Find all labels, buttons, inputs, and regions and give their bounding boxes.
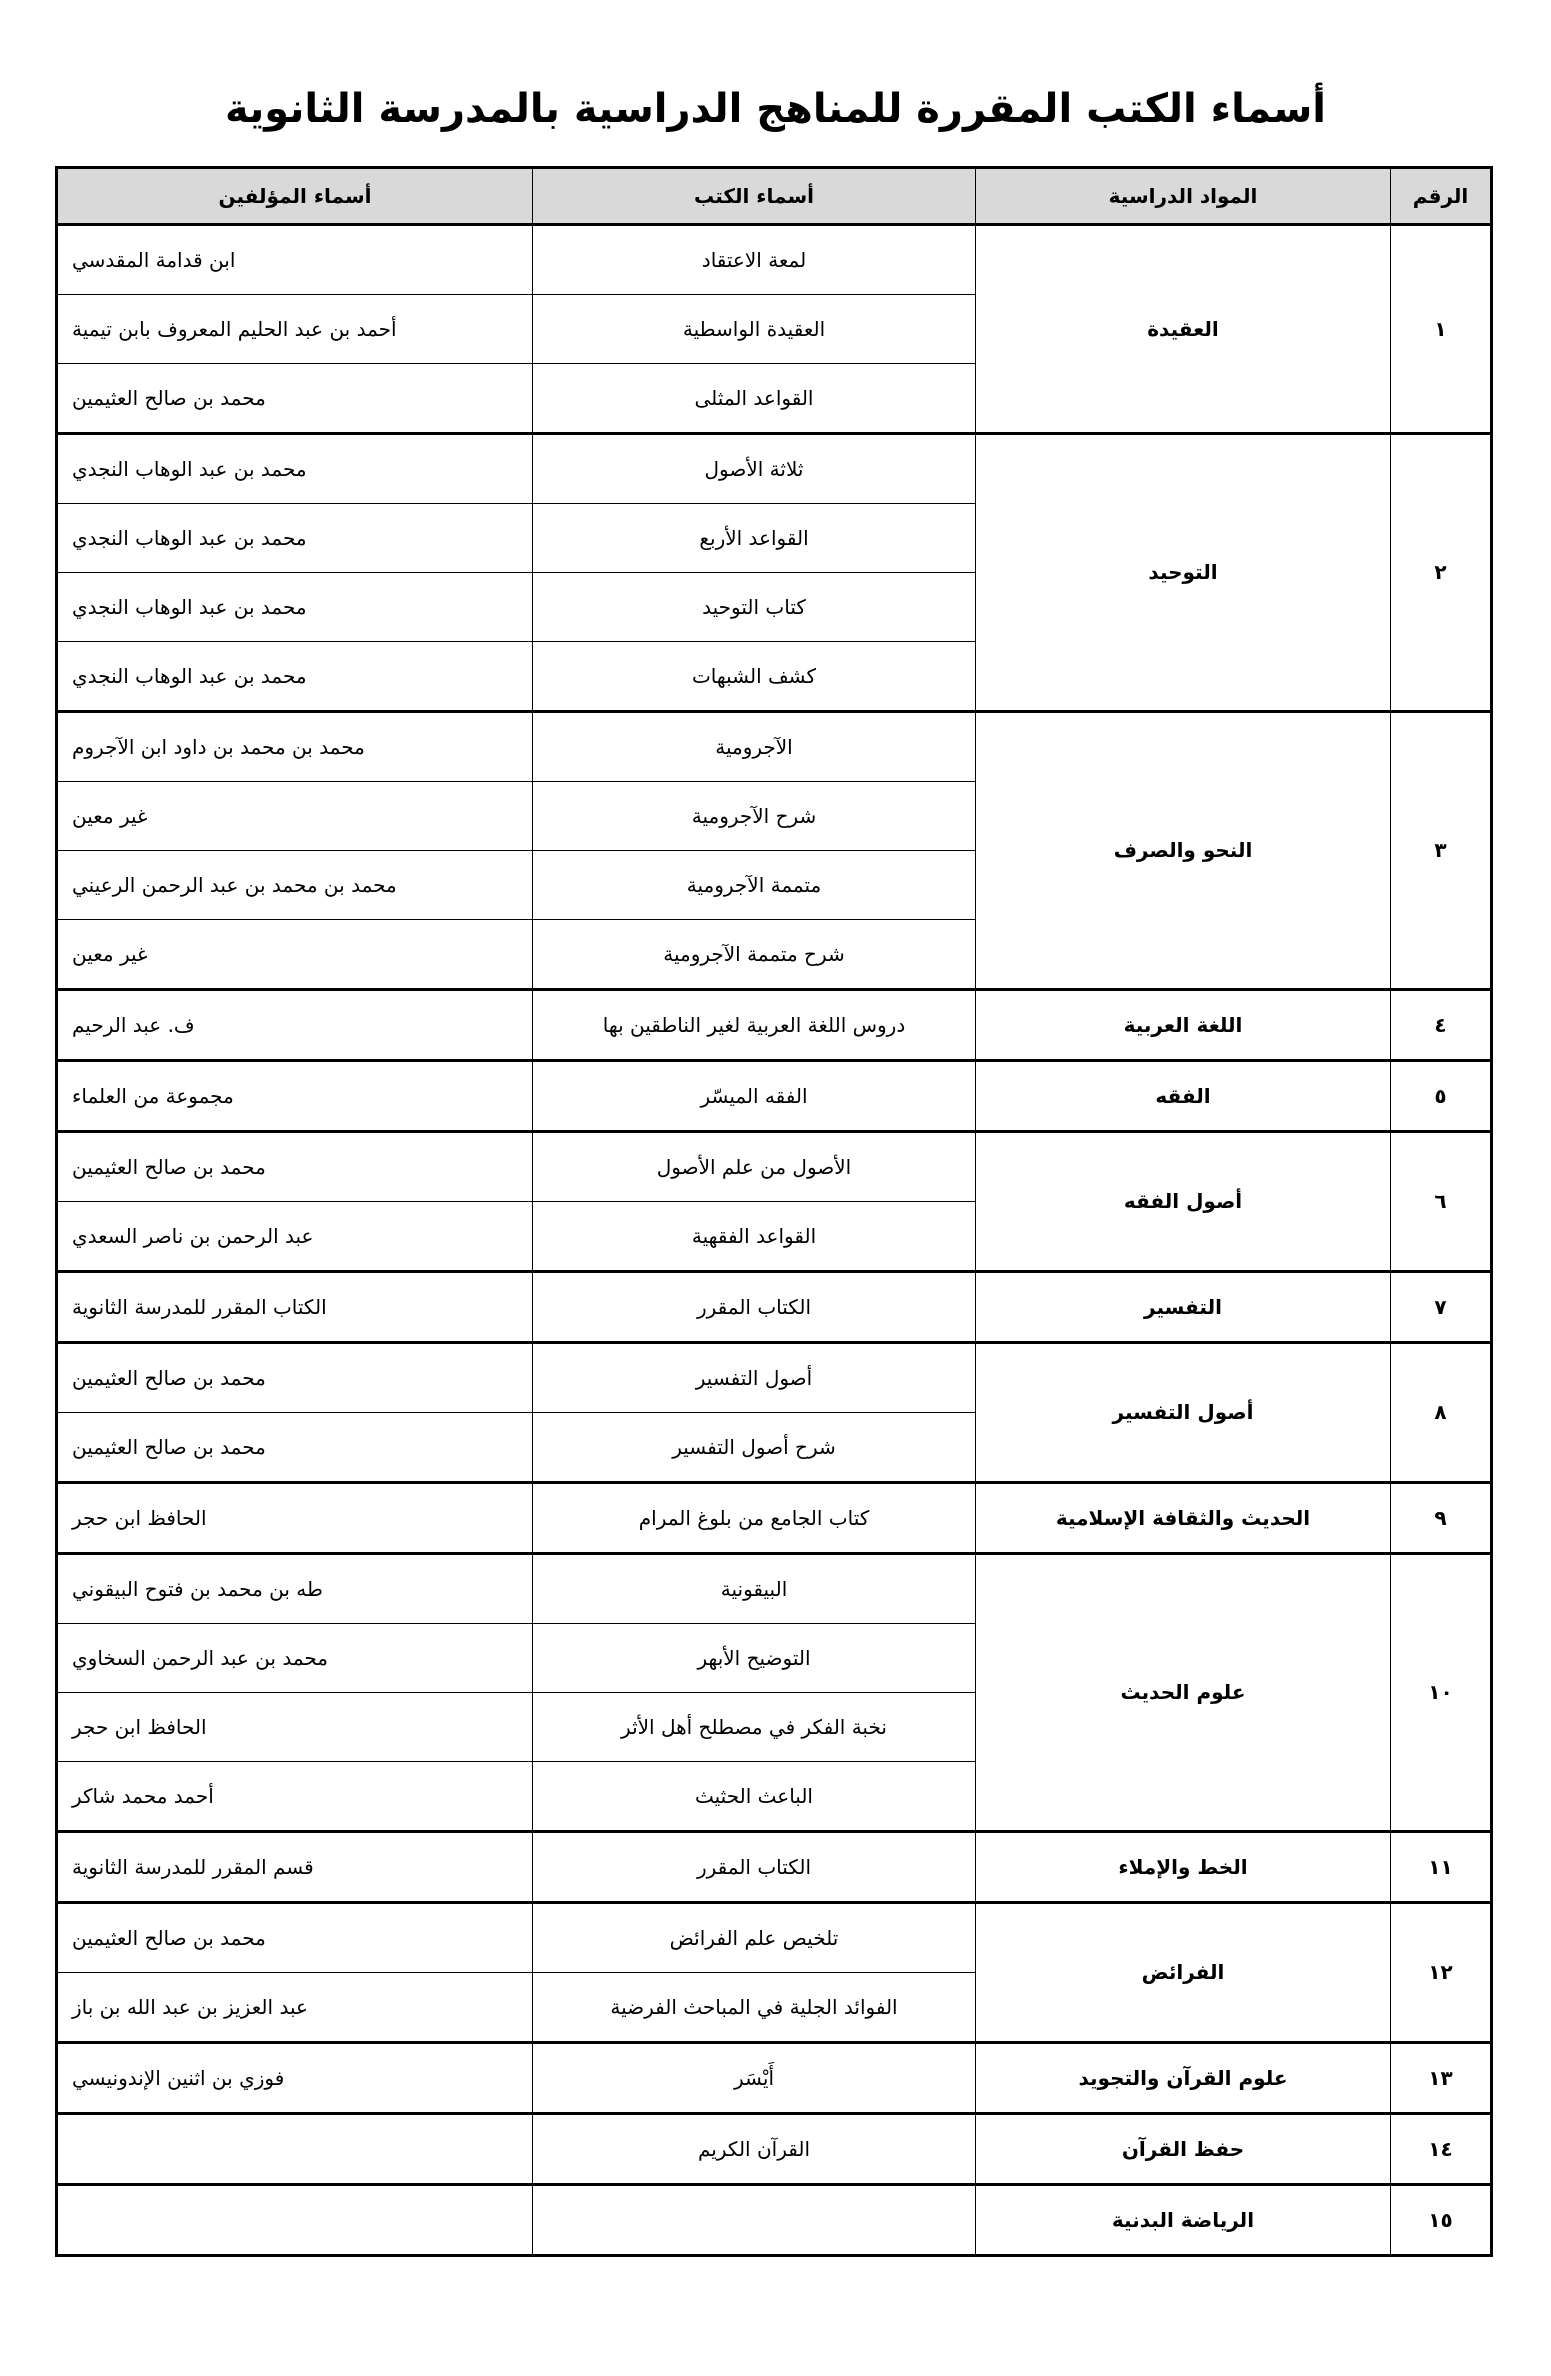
- subject-cell: الحديث والثقافة الإسلامية: [976, 1483, 1391, 1554]
- table-row: [57, 1554, 1492, 1624]
- author-name-cell: فوزي بن اثنين الإندونيسي: [57, 2043, 533, 2114]
- subject-cell: النحو والصرف: [976, 712, 1391, 990]
- author-name-cell: محمد بن صالح العثيمين: [57, 1132, 533, 1202]
- table-header: [57, 168, 1492, 225]
- book-name-cell: الأصول من علم الأصول: [533, 1132, 976, 1202]
- book-name-cell: الكتاب المقرر: [533, 1832, 976, 1903]
- author-name-cell: الحافظ ابن حجر: [57, 1693, 533, 1762]
- book-name-cell: كتاب الجامع من بلوغ المرام: [533, 1483, 976, 1554]
- table-row: [57, 1061, 1492, 1132]
- author-name-cell: الحافظ ابن حجر: [57, 1483, 533, 1554]
- row-number-cell: ١: [1391, 225, 1492, 434]
- author-name-cell: محمد بن عبد الوهاب النجدي: [57, 573, 533, 642]
- subject-cell: علوم الحديث: [976, 1554, 1391, 1832]
- row-number-cell: ١٥: [1391, 2185, 1492, 2256]
- book-name-cell: الفوائد الجلية في المباحث الفرضية: [533, 1973, 976, 2043]
- table-row: [57, 2114, 1492, 2185]
- author-name-cell: محمد بن محمد بن داود ابن الآجروم: [57, 712, 533, 782]
- book-name-cell: كشف الشبهات: [533, 642, 976, 712]
- subject-cell: التفسير: [976, 1272, 1391, 1343]
- row-number-cell: ١١: [1391, 1832, 1492, 1903]
- column-header-book: أسماء الكتب: [533, 168, 976, 225]
- author-name-cell: محمد بن صالح العثيمين: [57, 1413, 533, 1483]
- row-number-cell: ٧: [1391, 1272, 1492, 1343]
- row-number-cell: ١٣: [1391, 2043, 1492, 2114]
- author-name-cell: عبد الرحمن بن ناصر السعدي: [57, 1202, 533, 1272]
- row-number-cell: ٥: [1391, 1061, 1492, 1132]
- subject-cell: الفقه: [976, 1061, 1391, 1132]
- table-row: [57, 1903, 1492, 1973]
- author-name-cell: قسم المقرر للمدرسة الثانوية: [57, 1832, 533, 1903]
- book-name-cell: القرآن الكريم: [533, 2114, 976, 2185]
- table-row: [57, 1483, 1492, 1554]
- curriculum-books-table: [55, 166, 1493, 2257]
- book-name-cell: الكتاب المقرر: [533, 1272, 976, 1343]
- author-name-cell: ابن قدامة المقدسي: [57, 225, 533, 295]
- author-name-cell: الكتاب المقرر للمدرسة الثانوية: [57, 1272, 533, 1343]
- author-name-cell: أحمد بن عبد الحليم المعروف بابن تيمية: [57, 295, 533, 364]
- subject-cell: التوحيد: [976, 434, 1391, 712]
- book-name-cell: البيقونية: [533, 1554, 976, 1624]
- subject-cell: حفظ القرآن: [976, 2114, 1391, 2185]
- row-number-cell: ٢: [1391, 434, 1492, 712]
- row-number-cell: ١٢: [1391, 1903, 1492, 2043]
- author-name-cell: محمد بن صالح العثيمين: [57, 1903, 533, 1973]
- book-name-cell: العقيدة الواسطية: [533, 295, 976, 364]
- author-name-cell: [57, 2114, 533, 2185]
- book-name-cell: نخبة الفكر في مصطلح أهل الأثر: [533, 1693, 976, 1762]
- author-name-cell: ف. عبد الرحيم: [57, 990, 533, 1061]
- book-name-cell: الآجرومية: [533, 712, 976, 782]
- author-name-cell: طه بن محمد بن فتوح البيقوني: [57, 1554, 533, 1624]
- author-name-cell: غير معين: [57, 782, 533, 851]
- row-number-cell: ٦: [1391, 1132, 1492, 1272]
- table-row: [57, 2043, 1492, 2114]
- table-header-row: [57, 168, 1492, 225]
- table-body: [57, 225, 1492, 2256]
- subject-cell: الرياضة البدنية: [976, 2185, 1391, 2256]
- row-number-cell: ١٠: [1391, 1554, 1492, 1832]
- row-number-cell: ٣: [1391, 712, 1492, 990]
- book-name-cell: لمعة الاعتقاد: [533, 225, 976, 295]
- author-name-cell: محمد بن محمد بن عبد الرحمن الرعيني: [57, 851, 533, 920]
- table-row: [57, 1832, 1492, 1903]
- table-row: [57, 712, 1492, 782]
- book-name-cell: القواعد الفقهية: [533, 1202, 976, 1272]
- subject-cell: علوم القرآن والتجويد: [976, 2043, 1391, 2114]
- subject-cell: أصول التفسير: [976, 1343, 1391, 1483]
- book-name-cell: القواعد المثلى: [533, 364, 976, 434]
- table-row: [57, 1272, 1492, 1343]
- author-name-cell: محمد بن صالح العثيمين: [57, 1343, 533, 1413]
- table-container: [58, 132, 1493, 2257]
- author-name-cell: أحمد محمد شاكر: [57, 1762, 533, 1832]
- author-name-cell: مجموعة من العلماء: [57, 1061, 533, 1132]
- row-number-cell: ١٤: [1391, 2114, 1492, 2185]
- book-name-cell: شرح أصول التفسير: [533, 1413, 976, 1483]
- table-row: [57, 225, 1492, 295]
- row-number-cell: ٤: [1391, 990, 1492, 1061]
- column-header-author: أسماء المؤلفين: [57, 168, 533, 225]
- subject-cell: العقيدة: [976, 225, 1391, 434]
- author-name-cell: محمد بن عبد الوهاب النجدي: [57, 504, 533, 573]
- column-header-subject: المواد الدراسية: [976, 168, 1391, 225]
- subject-cell: اللغة العربية: [976, 990, 1391, 1061]
- author-name-cell: عبد العزيز بن عبد الله بن باز: [57, 1973, 533, 2043]
- subject-cell: أصول الفقه: [976, 1132, 1391, 1272]
- table-row: [57, 1132, 1492, 1202]
- table-row: [57, 434, 1492, 504]
- book-name-cell: شرح متممة الآجرومية: [533, 920, 976, 990]
- book-name-cell: التوضيح الأبهر: [533, 1624, 976, 1693]
- author-name-cell: غير معين: [57, 920, 533, 990]
- book-name-cell: ثلاثة الأصول: [533, 434, 976, 504]
- author-name-cell: [57, 2185, 533, 2256]
- book-name-cell: الفقه الميسّر: [533, 1061, 976, 1132]
- row-number-cell: ٩: [1391, 1483, 1492, 1554]
- table-row: [57, 1343, 1492, 1413]
- book-name-cell: شرح الآجرومية: [533, 782, 976, 851]
- subject-cell: الخط والإملاء: [976, 1832, 1391, 1903]
- author-name-cell: محمد بن عبد الوهاب النجدي: [57, 642, 533, 712]
- book-name-cell: دروس اللغة العربية لغير الناطقين بها: [533, 990, 976, 1061]
- book-name-cell: الباعث الحثيث: [533, 1762, 976, 1832]
- column-header-number: الرقم: [1391, 168, 1492, 225]
- book-name-cell: تلخيص علم الفرائض: [533, 1903, 976, 1973]
- subject-cell: الفرائض: [976, 1903, 1391, 2043]
- book-name-cell: كتاب التوحيد: [533, 573, 976, 642]
- author-name-cell: محمد بن عبد الرحمن السخاوي: [57, 1624, 533, 1693]
- page-title: أسماء الكتب المقررة للمناهج الدراسية بالمدرسة الثانوية: [224, 86, 1327, 132]
- author-name-cell: محمد بن عبد الوهاب النجدي: [57, 434, 533, 504]
- book-name-cell: متممة الآجرومية: [533, 851, 976, 920]
- book-name-cell: أَيْسَر: [533, 2043, 976, 2114]
- author-name-cell: محمد بن صالح العثيمين: [57, 364, 533, 434]
- book-name-cell: القواعد الأربع: [533, 504, 976, 573]
- row-number-cell: ٨: [1391, 1343, 1492, 1483]
- table-row: [57, 990, 1492, 1061]
- book-name-cell: [533, 2185, 976, 2256]
- book-name-cell: أصول التفسير: [533, 1343, 976, 1413]
- table-row: [57, 2185, 1492, 2256]
